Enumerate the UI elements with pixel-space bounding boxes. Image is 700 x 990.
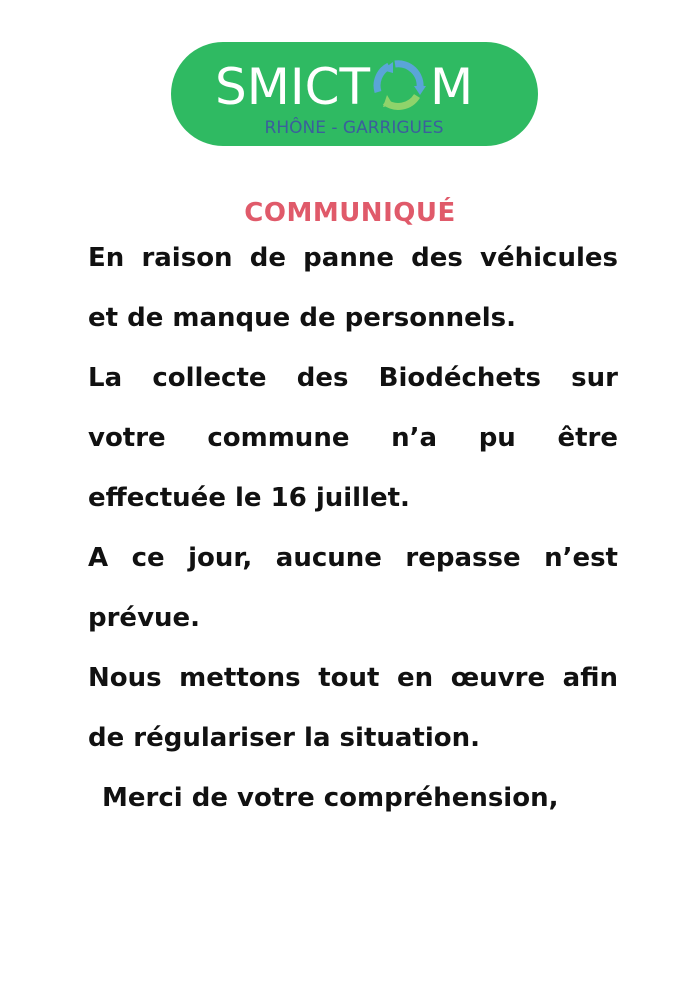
body-line: de régulariser la situation. xyxy=(88,723,481,753)
body-line: et de manque de personnels. xyxy=(88,303,516,333)
logo-subtitle: RHÔNE - GARRIGUES xyxy=(264,118,444,138)
recycle-o-icon xyxy=(377,62,426,107)
body-line: effectuée le 16 juillet. xyxy=(88,483,410,513)
body-line: La collecte des Biodéchets sur xyxy=(88,363,618,393)
logo-graphic xyxy=(171,42,538,146)
page-title: COMMUNIQUÉ xyxy=(244,198,456,228)
body-line: En raison de panne des véhicules xyxy=(88,243,618,273)
body-line: prévue. xyxy=(88,603,201,633)
body-line: A ce jour, aucune repasse n’est xyxy=(88,543,618,573)
closing-line: Merci de votre compréhension, xyxy=(102,783,559,813)
smictom-logo xyxy=(171,42,538,146)
body-line: Nous mettons tout en œuvre afin xyxy=(88,663,618,693)
logo-name-part2: M xyxy=(430,58,474,116)
communique-body xyxy=(88,228,618,828)
logo-name-part1: SMICT xyxy=(215,58,371,116)
body-line: votre commune n’a pu être xyxy=(88,423,618,453)
